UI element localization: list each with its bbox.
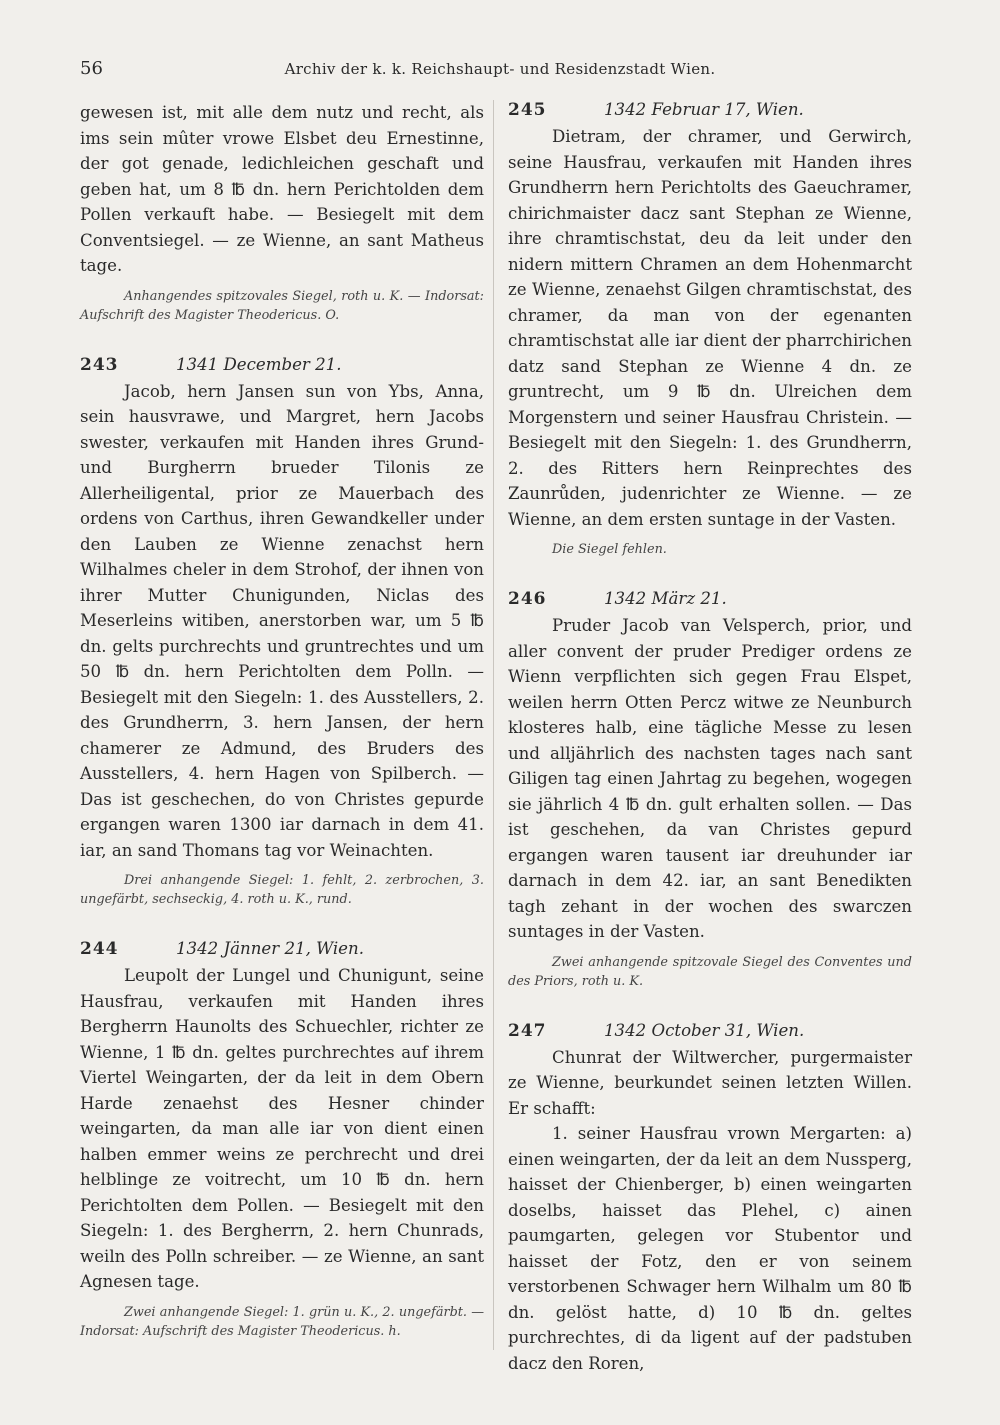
entry-text: Jacob, hern Jansen sun von Ybs, Anna, sein hausvrawe, und Margret, hern Jacobs swester, verkaufen mit Handen ihres Grund- und Burgherrn brueder Tilonis ze Allerheiligental, prior ze Mauerbach des ordens von Carthus, ihren Gewandkeller under den Lauben ze Wienne zenachst hern Wilhalmes cheler in dem Strohof, der ihnen von ihrer Mutter Chunigunden, Niclas des Meserleins witiben, anerstorben war, um 5 ℔ dn. gelts purchrechts und gruntrechtes und um 50 ℔ dn. hern Perichtolten dem Polln. — Besiegelt mit den Siegeln: 1. des Ausstellers, 2. des Grundherrn, 3. hern Jansen, der hern chamerer ze Admund, des Bruders des Ausstellers, 4. hern Hagen von Spilberch. — Das ist geschechen, do von Christes gepurde ergangen waren 1300 iar darnach in dem 41. iar, an sand Thomans tag vor Weinachten. xyxy=(80,381,485,860)
entry-text-continued: 1. seiner Hausfrau vrown Mergarten: a) einen weingarten, der da leit an dem Nussperg, haisset der Chienberger, b) einen weingarten doselbs, haisset das Plehel, c) ainen paumgarten, gelegen vor Stubentor und haisset der Fotz, den er von seinem verstorbenen Schwager hern Wilhalm um 80 ℔ dn. gelöst hatte, d) 10 ℔ dn. geltes purchrechtes, di da ligent auf der padstuben dacz den Roren, xyxy=(508,1124,912,1373)
seal-note: Die Siegel fehlen. xyxy=(552,542,667,557)
seal-note: Zwei anhangende Siegel: 1. grün u. K., 2. ungefärbt. — Indorsat: Aufschrift des Magister Theodericus. h. xyxy=(80,1304,484,1339)
entry-247 xyxy=(508,1021,912,1377)
entry-text: Dietram, der chramer, und Gerwirch, seine Hausfrau, verkaufen mit Handen ihres Grundherrn hern Perichtolts des Gaeuchramer, chirichmaister dacz sant Stephan ze Wienne, ihre chramtischstat, deu da leit under den nidern mittern Chramen an dem Hohenmarcht ze Wienne, zenaehst Gilgen chramtischstat, des chramer, da man von der egenanten chramtischstat alle iar dient der pharrchirichen datz sand Stephan ze Wienne 4 dn. ze gruntrecht, um 9 ℔ dn. Ulreichen dem Morgenstern und seiner Hausfrau Christein. — Besiegelt mit den Siegeln: 1. des Grundherrn, 2. des Ritters hern Reinprechtes des Zaunrůden, judenrichter ze Wienne. — ze Wienne, an dem ersten suntage in der Vasten. xyxy=(508,127,912,529)
entry-number: 245 xyxy=(508,100,547,120)
entry-number: 244 xyxy=(80,939,119,959)
continued-text: gewesen ist, mit alle dem nutz und recht, als ims sein mûter vrowe Elsbet deu Ernestinne, der got genade, ledichleichen geschaft und geben hat, um 8 ℔ dn. hern Perichtolden dem Pollen verkauft habe. — Besiegelt mit dem Conventsiegel. — ze Wienne, an sant Matheus tage. xyxy=(80,103,484,275)
entry-date: 1342 Februar 17, Wien. xyxy=(604,100,804,119)
entry-number: 246 xyxy=(508,589,547,609)
seal-note: Drei anhangende Siegel: 1. fehlt, 2. zerbrochen, 3. ungefärbt, sechseckig, 4. roth u. K., rund. xyxy=(80,873,484,907)
seal-note: Anhangendes spitzovales Siegel, roth u. K. — Indorsat: Aufschrift des Magister Theodericus. O. xyxy=(80,288,484,323)
left-column xyxy=(80,100,484,1341)
entry-date: 1341 December 21. xyxy=(176,354,342,374)
column-divider xyxy=(493,100,494,1350)
entry-244 xyxy=(80,939,484,1341)
seal-note: Zwei anhangende spitzovale Siegel des Conventes und des Priors, roth u. K. xyxy=(508,954,912,989)
right-column xyxy=(508,100,912,1376)
running-title: Archiv der k. k. Reichshaupt- und Residenzstadt Wien. xyxy=(284,60,716,78)
entry-245 xyxy=(508,100,912,559)
entry-number: 243 xyxy=(80,354,119,375)
entry-243 xyxy=(80,355,484,910)
entry-text: Chunrat der Wiltwercher, purgermaister ze Wienne, beurkundet seinen letzten Willen. Er schafft: xyxy=(508,1047,912,1118)
page-header xyxy=(80,58,920,82)
entry-number: 247 xyxy=(508,1020,547,1041)
entry-date: 1342 October 31, Wien. xyxy=(604,1020,805,1040)
entry-date: 1342 März 21. xyxy=(604,589,727,608)
entry-246 xyxy=(508,589,912,991)
page-number: 56 xyxy=(80,58,103,79)
entry-text: Pruder Jacob van Velsperch, prior, und aller convent der pruder Prediger ordens ze Wienn verpflichten sich gegen Frau Elspet, weilen herrn Otten Percz witwe ze Neunburch klosteres halb, eine tägliche Messe zu lesen und alljährlich des nachsten tages nach sant Giligen tag einen Jahrtag zu begehen, wogegen sie jährlich 4 ℔ dn. gult erhalten sollen. — Das ist geschehen, da van Christes gepurd ergangen waren tausent iar dreuhunder iar darnach in dem 42. iar, an sant Benedikten tagh zehant in der wochen des swarczen suntages in der Vasten. xyxy=(508,616,912,941)
entry-text: Leupolt der Lungel und Chunigunt, seine Hausfrau, verkaufen mit Handen ihres Bergherrn Haunolts des Schuechler, richter ze Wienne, 1 ℔ dn. geltes purchrechtes auf ihrem Viertel Weingarten, der da leit in dem Obern Harde zenaehst des Hesner chinder weingarten, da man alle iar von dient einen halben emmer weins ze perchrecht und drei helblinge ze voitrecht, um 10 ℔ dn. hern Perichtolten dem Pollen. — Besiegelt mit den Siegeln: 1. des Bergherrn, 2. hern Chunrads, weiln des Polln schreiber. — ze Wienne, an sant Agnesen tage. xyxy=(80,966,484,1291)
entry-date: 1342 Jänner 21, Wien. xyxy=(176,939,364,958)
